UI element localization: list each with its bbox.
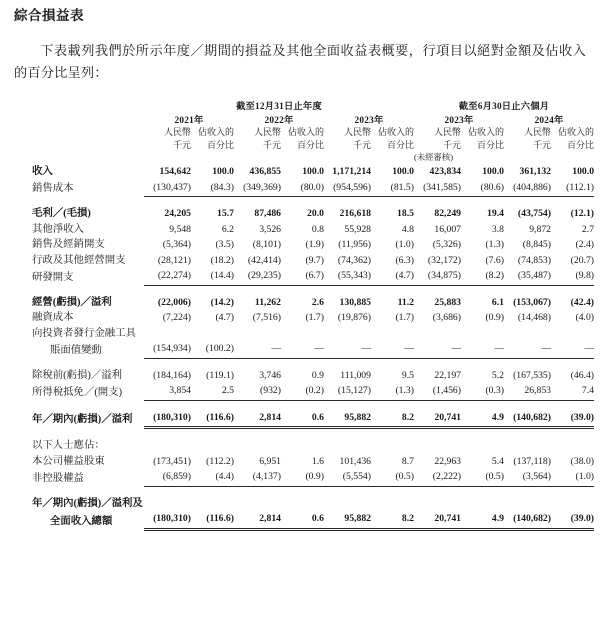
row-value: (14.2) [210,296,234,308]
row-value: 4.8 [401,223,414,235]
row-value: 100.0 [482,166,504,177]
row-value: 6,951 [259,455,281,467]
row-value: 82,249 [434,208,461,219]
row-value: (0.5) [371,469,414,486]
row-value: (32,172) [427,254,461,266]
row-value: 100.0 [302,166,324,177]
row-value: (0.9) [281,469,324,486]
row-value: (74,853) [517,254,551,266]
unit-pct-2023-interim: 佔收入的 [467,127,504,137]
unit-pct-2022: 佔收入的 [287,127,324,137]
row-value: — [234,341,281,358]
table-row [10,511,594,529]
unit-percent-2022: 百分比 [296,140,324,150]
unit-percent-2023-interim: 百分比 [476,140,504,150]
row-value: 2.6 [311,296,324,308]
table-row [10,164,594,180]
unit-percent-2024-interim: 百分比 [567,140,595,150]
unit-header-blank-2 [10,139,144,152]
row-value: 130,885 [339,296,371,308]
row-value: (74,362) [337,254,371,266]
row-value: 20,741 [414,410,461,428]
row-value: 100.0 [212,166,234,177]
row-value: 11,262 [254,296,281,308]
row-value: (116.6) [191,410,234,428]
row-value: (84.3) [191,180,234,197]
row-value: 25,883 [434,296,461,308]
row-value: (1.0) [395,239,414,250]
row-value: (1.0) [551,469,594,486]
row-value: (4.4) [191,469,234,486]
row-value: 9,872 [529,223,551,235]
unaudited-note: (未經審核) [414,153,454,162]
row-value: 111,009 [340,369,371,381]
row-value: (39.0) [551,511,594,529]
year-header-row [10,112,594,126]
row-value: (8,845) [522,239,551,250]
row-value: (6.3) [395,254,414,266]
row-label: 銷售及經銷開支 [32,239,105,250]
row-label: 除稅前(虧損)／溢利 [32,369,123,381]
row-value: 8.2 [371,410,414,428]
row-value: (140,682) [504,511,551,529]
row-value: (8.2) [461,268,504,285]
row-spacer [10,197,594,207]
row-value [234,496,281,512]
row-value: (42.4) [570,296,595,308]
unit-thousand-2021: 千元 [172,140,191,150]
row-value: 9,548 [169,223,191,235]
row-value: (167,535) [513,369,551,381]
row-value: (42,414) [247,254,281,266]
row-value: 8.2 [371,511,414,529]
row-label: 向投資者發行金融工具 [32,327,136,339]
year-header-2024-interim: 2024年 [534,116,564,126]
row-spacer [10,358,594,368]
row-value: (9.8) [551,268,594,285]
row-value: 16,007 [434,223,461,235]
row-value: 22,963 [434,455,461,467]
row-value: — [324,341,371,358]
row-value: 3,854 [144,383,191,400]
row-label: 毛利／(毛損) [32,208,91,219]
row-value: 2.7 [581,223,595,235]
row-value: — [371,341,414,358]
unit-header-row-2 [10,139,594,152]
table-row [10,454,594,470]
row-value: (4.7) [371,268,414,285]
table-row [10,368,594,384]
table-row [10,438,594,454]
year-header-blank [10,112,144,126]
row-label: 融資成本 [32,312,74,323]
row-value: (6.7) [281,268,324,285]
row-value: (116.6) [191,511,234,529]
row-value [324,438,371,454]
row-value: (173,451) [153,455,191,467]
row-value: (4.0) [575,312,595,323]
row-value: — [281,341,324,358]
row-value: (3,686) [432,312,461,323]
unit-pct-2024-interim: 佔收入的 [558,127,595,137]
row-value: 5.2 [491,369,504,381]
row-value: (0.9) [485,312,504,323]
row-value [191,326,234,342]
year-header-2023-interim: 2023年 [444,116,474,126]
table-row [10,469,594,486]
row-value: (14.4) [191,268,234,285]
intro-text: 下表載列我們於所示年度／期間的損益及其他全面收益表概要，行項目以絕對金額及佔收入的百分比呈列： [14,43,586,80]
row-value: (11,956) [338,239,371,250]
row-value: 26,853 [504,383,551,400]
table-row [10,295,594,311]
row-value: (0.5) [461,469,504,486]
row-value: (341,585) [414,180,461,197]
unit-pct-2021: 佔收入的 [197,127,234,137]
row-value: (81.5) [371,180,414,197]
row-value [324,326,371,342]
row-value: 5.4 [491,455,504,467]
unit-header-row-1 [10,126,594,139]
row-value: (2,222) [414,469,461,486]
row-value: (180,310) [144,511,191,529]
row-value: 7.4 [551,383,594,400]
row-value: — [504,341,551,358]
row-value: (4.7) [215,312,234,323]
row-value: 18.5 [397,208,414,219]
row-value [371,438,414,454]
row-label: 收入 [32,166,53,177]
row-value: 0.8 [311,223,324,235]
row-value: (0.2) [281,383,324,400]
row-value: (5,364) [162,239,191,250]
row-label: 本公司權益股東 [32,455,105,467]
table-row [10,237,594,253]
row-value [281,496,324,512]
row-value: 20.0 [307,208,324,219]
table-row [10,222,594,238]
row-label: 非控股權益 [32,472,84,484]
table-row [10,268,594,285]
row-value: (14,468) [517,312,551,323]
row-value: — [461,341,504,358]
row-value: (8,101) [252,239,281,250]
row-value [504,438,551,454]
row-value [551,438,594,454]
table-header [10,98,594,164]
row-value: 2.5 [191,383,234,400]
row-value: 3,746 [259,369,281,381]
row-value [461,326,504,342]
row-value: (1.7) [395,312,414,323]
row-value [461,496,504,512]
row-value: (20.7) [570,254,595,266]
row-value: (184,164) [153,369,191,381]
row-value: 436,855 [249,166,281,177]
row-value [504,326,551,342]
row-value: (349,369) [234,180,281,197]
row-value: 55,928 [344,223,371,235]
row-value: 15.7 [217,208,234,219]
income-statement-table [10,98,594,531]
row-value: (34,875) [414,268,461,285]
row-value: 6.1 [491,296,504,308]
unit-percent-2023: 百分比 [386,140,414,150]
row-value: 6.2 [221,223,234,235]
row-value: (15,127) [324,383,371,400]
row-value: (3,564) [504,469,551,486]
row-value: 361,132 [519,166,551,177]
row-value: (140,682) [504,410,551,428]
row-value [191,496,234,512]
row-value: (12.1) [570,208,595,219]
row-value [144,496,191,512]
row-value [324,496,371,512]
row-value: (130,437) [144,180,191,197]
row-value: (954,596) [324,180,371,197]
row-value: (39.0) [551,410,594,428]
row-value: (38.0) [570,455,595,467]
row-value: (1.9) [305,239,324,250]
row-value: (6,859) [144,469,191,486]
row-value: 22,197 [434,369,461,381]
unit-amount-2023-interim: 人民幣 [433,127,461,137]
row-value: — [414,341,461,358]
row-value: 0.9 [311,369,324,381]
row-label: 以下人士應佔： [32,440,105,451]
row-value [414,496,461,512]
row-value [144,326,191,342]
table-row [10,383,594,400]
row-value: (154,934) [144,341,191,358]
row-value: 216,618 [339,208,371,219]
unaudited-blank [10,152,414,164]
row-label: 賬面值變動 [50,344,102,356]
row-spacer [10,486,594,496]
row-value: (153,067) [513,296,551,308]
table-row [10,310,594,326]
row-value [371,496,414,512]
row-value: (1,456) [414,383,461,400]
table-row [10,341,594,358]
row-value [234,438,281,454]
row-value: (80.6) [461,180,504,197]
row-value: 11.2 [397,296,414,308]
row-value [371,326,414,342]
row-value: 1.6 [311,455,324,467]
table-row [10,206,594,222]
unit-thousand-2024-interim: 千元 [532,140,551,150]
year-header-2022: 2022年 [264,116,294,126]
row-value: 24,205 [164,208,191,219]
table-row [10,326,594,342]
row-value: — [551,341,594,358]
row-value: (28,121) [157,254,191,266]
row-spacer [10,285,594,295]
group-header-annual: 截至12月31日止年度 [236,102,322,112]
unit-thousand-2023: 千元 [352,140,371,150]
row-value: (5,326) [432,239,461,250]
table-row [10,410,594,428]
row-value: (80.0) [281,180,324,197]
table-row [10,496,594,512]
row-value: (4,137) [234,469,281,486]
row-value: 3,526 [259,223,281,235]
row-label: 經營(虧損)／溢利 [32,296,112,308]
row-label: 研發開支 [32,271,74,283]
unit-amount-2021: 人民幣 [163,127,191,137]
row-label: 銷售成本 [32,183,74,194]
row-value [191,438,234,454]
row-value: 4.9 [461,410,504,428]
row-value: (46.4) [570,369,595,381]
group-header-interim: 截至6月30日止六個月 [458,102,550,112]
unaudited-note-row [10,152,594,164]
row-label: 所得稅抵免／(開支) [32,386,123,398]
row-value: (29,235) [234,268,281,285]
row-value: (180,310) [144,410,191,428]
year-header-2021: 2021年 [174,116,204,126]
row-value: (43,754) [517,208,551,219]
row-value: (1.3) [485,239,504,250]
page-title: 綜合損益表 [14,8,84,23]
row-label: 其他淨收入 [32,223,84,235]
row-value: 100.0 [572,166,595,177]
row-value: (100.2) [191,341,234,358]
row-value: (7,516) [252,312,281,323]
row-value: (9.7) [305,254,324,266]
row-value: (2.4) [575,239,595,250]
group-header-row [10,98,594,112]
unit-pct-2023: 佔收入的 [377,127,414,137]
row-value: 154,642 [159,166,191,177]
row-value: (137,118) [513,455,551,467]
unit-percent-2021: 百分比 [206,140,234,150]
row-value [504,496,551,512]
unit-header-blank-1 [10,126,144,139]
table-body [10,164,594,529]
row-value [551,496,594,512]
unit-thousand-2023-interim: 千元 [442,140,461,150]
row-value: 20,741 [414,511,461,529]
row-value: (19,876) [337,312,371,323]
row-value: (7,224) [162,312,191,323]
row-value: (119.1) [206,369,234,381]
row-value [461,438,504,454]
unit-amount-2023: 人民幣 [343,127,371,137]
unit-thousand-2022: 千元 [262,140,281,150]
table-row [10,180,594,197]
row-value: 19.4 [487,208,504,219]
row-spacer [10,400,594,410]
row-value: 2,814 [234,511,281,529]
row-label: 年／期內(虧損)／溢利及 [32,497,143,509]
row-value: 3.8 [491,223,504,235]
row-value [281,326,324,342]
row-value: (22,006) [157,296,191,308]
row-value: (932) [234,383,281,400]
year-header-2023: 2023年 [354,116,384,126]
row-value: 2,814 [234,410,281,428]
row-value: 0.6 [281,511,324,529]
row-value: (22,274) [144,268,191,285]
row-value: 101,436 [339,455,371,467]
unit-amount-2022: 人民幣 [253,127,281,137]
row-value: (7.6) [485,254,504,266]
intro-paragraph [14,40,586,84]
row-value: (1.7) [305,312,324,323]
row-value [281,438,324,454]
row-value: (0.3) [461,383,504,400]
row-value: (5,554) [324,469,371,486]
row-label: 年／期內(虧損)／溢利 [32,414,133,425]
row-value [234,326,281,342]
row-label: 行政及其他經營開支 [32,254,126,266]
row-spacer [10,428,594,439]
row-value: 4.9 [461,511,504,529]
row-value: 0.6 [281,410,324,428]
row-value [551,326,594,342]
unit-amount-2024-interim: 人民幣 [523,127,551,137]
row-value: 423,834 [429,166,461,177]
unaudited-blank-2 [504,152,594,164]
row-value: (3.5) [215,239,234,250]
table-row [10,253,594,269]
group-header-blank [10,98,144,112]
row-value: (18.2) [210,254,234,266]
row-value: 9.5 [401,369,414,381]
row-value: 100.0 [392,166,414,177]
row-value: 95,882 [324,511,371,529]
row-value: (404,886) [504,180,551,197]
row-value: (55,343) [324,268,371,285]
row-value: (1.3) [371,383,414,400]
row-label: 全面收入總額 [50,515,113,527]
row-value: (112.1) [551,180,594,197]
row-value [144,438,191,454]
row-value: (112.2) [206,455,234,467]
row-value [414,326,461,342]
row-value [414,438,461,454]
row-value: 95,882 [324,410,371,428]
row-value: (35,487) [504,268,551,285]
row-value: 8.7 [401,455,414,467]
row-value: 1,171,214 [332,166,371,177]
row-value: 87,486 [254,208,281,219]
